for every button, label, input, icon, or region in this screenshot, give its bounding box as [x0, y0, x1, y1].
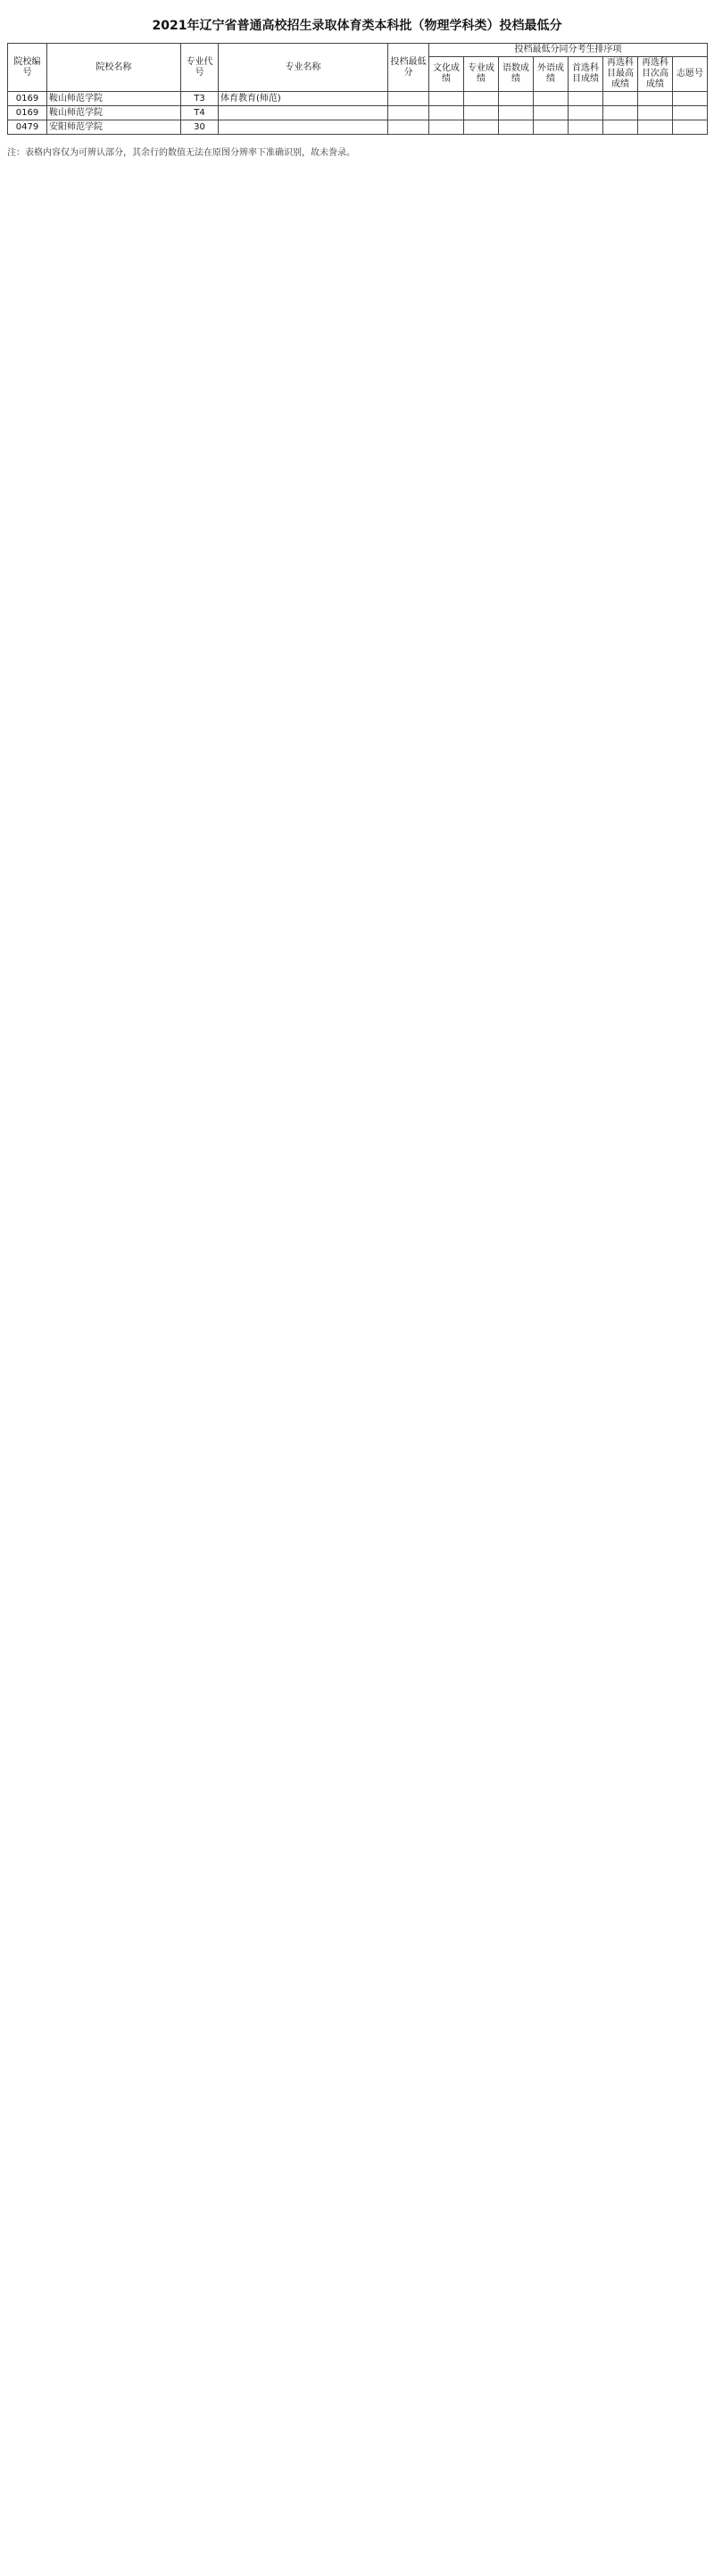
page: [0, 0, 714, 167]
cell-c6: [603, 92, 638, 106]
cell-c5: [569, 120, 603, 135]
cell-c8: [673, 120, 708, 135]
cell-c1: [429, 106, 464, 120]
header-sub-3: 语数成绩: [499, 57, 534, 92]
cell-code: 0169: [8, 106, 47, 120]
cell-c7: [638, 120, 673, 135]
header-sub-8: 志愿号: [673, 57, 708, 92]
cell-c1: [429, 120, 464, 135]
header-sub-4: 外语成绩: [534, 57, 569, 92]
cell-c3: [499, 120, 534, 135]
header-sub-7: 再选科目次高成绩: [638, 57, 673, 92]
header-sub-6: 再选科目最高成绩: [603, 57, 638, 92]
cell-c1: [429, 92, 464, 106]
cell-major-code: T3: [181, 92, 219, 106]
cell-min: [388, 106, 429, 120]
page-title: 2021年辽宁省普通高校招生录取体育类本科批（物理学科类）投档最低分: [152, 19, 562, 33]
cell-c4: [534, 92, 569, 106]
header-sub-5: 首选科目成绩: [569, 57, 603, 92]
cell-c6: [603, 106, 638, 120]
cell-c4: [534, 120, 569, 135]
header-sub-1: 文化成绩: [429, 57, 464, 92]
cell-c7: [638, 106, 673, 120]
footnote: 注：表格内容仅为可辨认部分，其余行的数值无法在原图分辨率下准确识别，故未誊录。: [7, 148, 355, 158]
header-tiebreak-group: 投档最低分同分考生排序项: [429, 44, 708, 57]
cell-c2: [464, 120, 499, 135]
cell-school: 安阳师范学院: [47, 120, 181, 135]
table-body: [8, 92, 708, 135]
cell-c3: [499, 92, 534, 106]
table-row: [8, 120, 708, 135]
table-row: [8, 106, 708, 120]
cell-major-code: T4: [181, 106, 219, 120]
cell-c8: [673, 106, 708, 120]
cell-code: 0169: [8, 92, 47, 106]
header-school-code: 院校编号: [8, 44, 47, 92]
cell-major: [219, 120, 388, 135]
cell-major-code: 30: [181, 120, 219, 135]
cell-min: [388, 120, 429, 135]
cell-c7: [638, 92, 673, 106]
cell-c4: [534, 106, 569, 120]
score-table: [7, 43, 708, 135]
header-school-name: 院校名称: [47, 44, 181, 92]
cell-c3: [499, 106, 534, 120]
cell-major: [219, 106, 388, 120]
cell-school: 鞍山师范学院: [47, 106, 181, 120]
cell-c2: [464, 92, 499, 106]
cell-c5: [569, 92, 603, 106]
header-sub-2: 专业成绩: [464, 57, 499, 92]
header-major-code: 专业代号: [181, 44, 219, 92]
cell-c2: [464, 106, 499, 120]
cell-c6: [603, 120, 638, 135]
cell-major: 体育教育(师范): [219, 92, 388, 106]
cell-min: [388, 92, 429, 106]
cell-c8: [673, 92, 708, 106]
cell-c5: [569, 106, 603, 120]
cell-school: 鞍山师范学院: [47, 92, 181, 106]
cell-code: 0479: [8, 120, 47, 135]
header-min-score: 投档最低分: [388, 44, 429, 92]
header-major-name: 专业名称: [219, 44, 388, 92]
table-row: [8, 92, 708, 106]
table-header: [8, 44, 708, 92]
